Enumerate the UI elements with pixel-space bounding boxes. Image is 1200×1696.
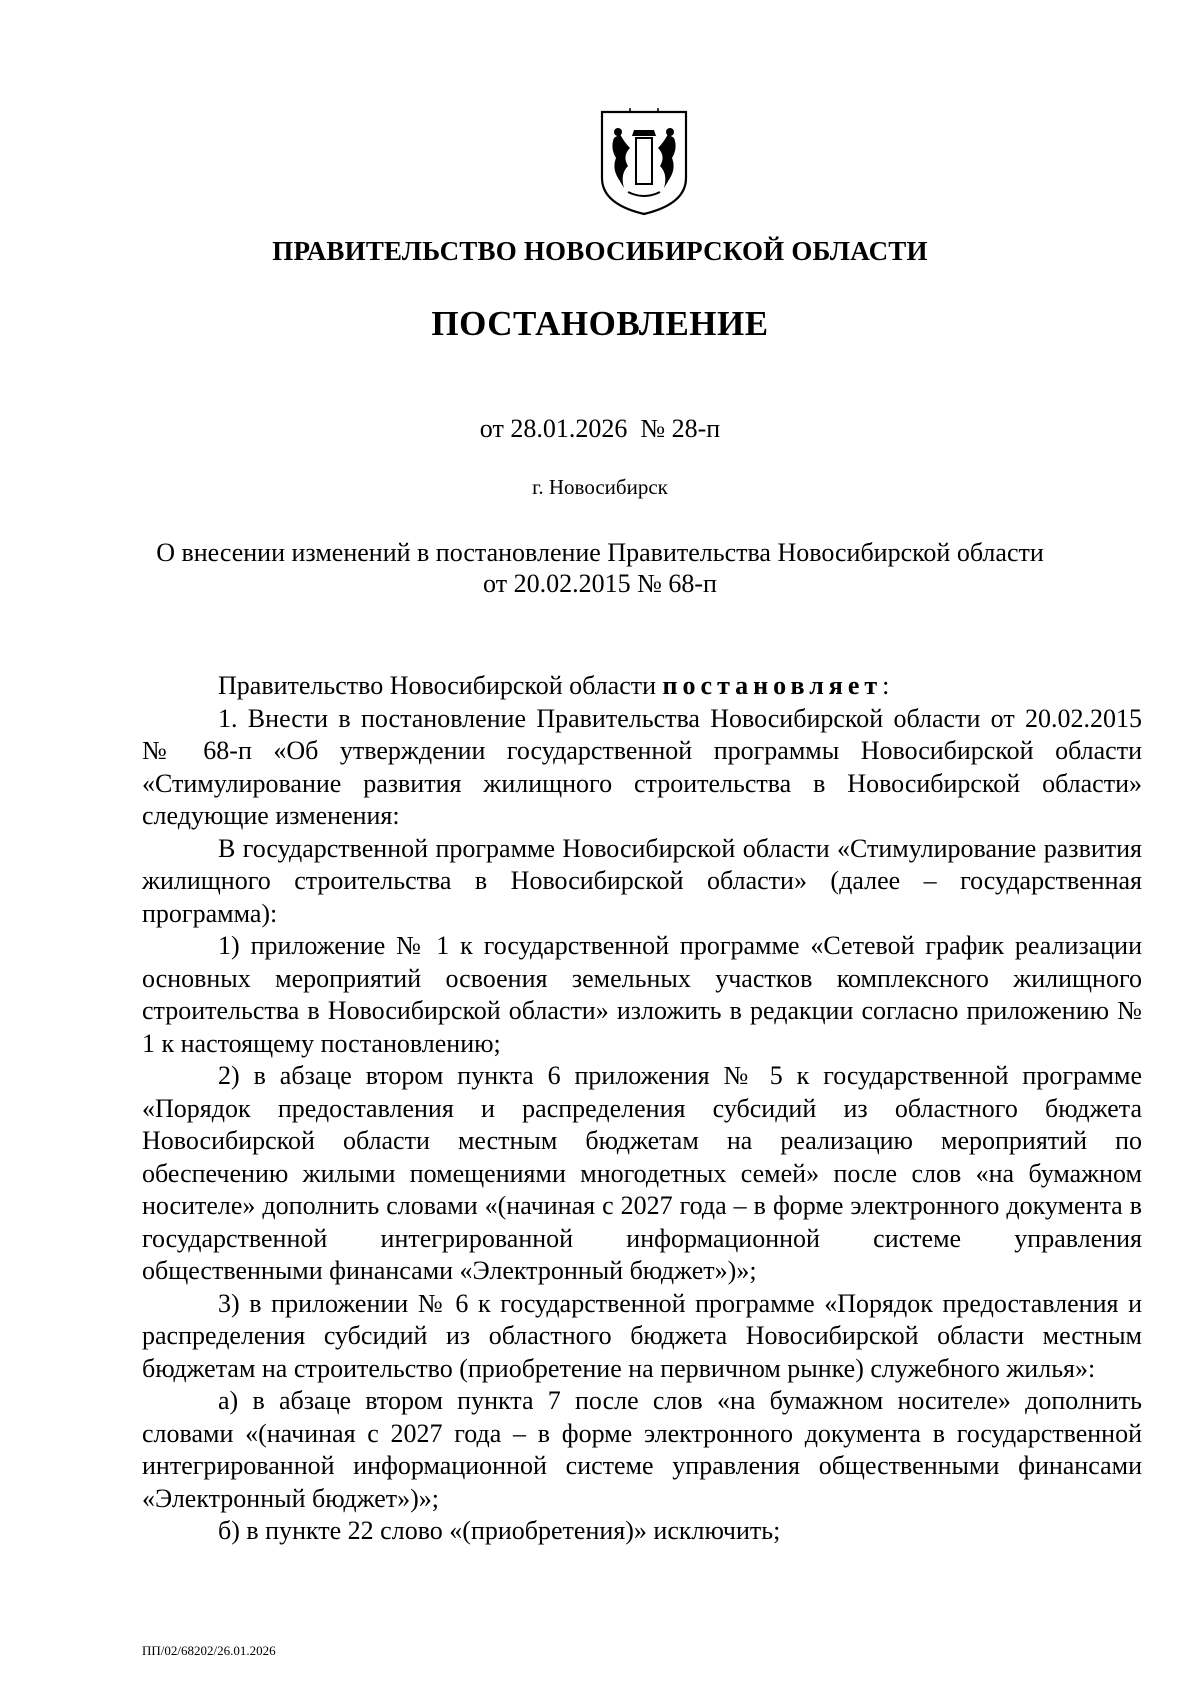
paragraph-2: В государственной программе Новосибирской области «Стимулирование развития жилищного строительства в Новосибирской области» (далее – государственная программа):	[142, 833, 1142, 928]
subject-line-2: от 20.02.2015 № 68-п	[483, 569, 717, 598]
date-and-number: от 28.01.2026 № 28-п	[479, 414, 721, 443]
document-body	[142, 670, 1142, 1548]
coat-of-arms-icon	[598, 108, 690, 218]
paragraph-6: а) в абзаце втором пункта 7 после слов «на бумажном носителе» дополнить словами «(начиная с 2027 года – в форме электронного документа в государственной интегрированной информационной системе управления общественными финансами «Электронный бюджет»)»;	[142, 1386, 1142, 1513]
subject-line-1: О внесении изменений в постановление Правительства Новосибирской области	[156, 538, 1044, 567]
organization-title: ПРАВИТЕЛЬСТВО НОВОСИБИРСКОЙ ОБЛАСТИ	[272, 236, 928, 266]
preamble-verb: постановляет	[662, 671, 883, 700]
paragraph-7: б) в пункте 22 слово «(приобретения)» исключить;	[218, 1516, 781, 1545]
document-type-title: ПОСТАНОВЛЕНИЕ	[431, 304, 769, 343]
preamble-start: Правительство Новосибирской области	[218, 671, 657, 700]
paragraph-4: 2) в абзаце втором пункта 6 приложения № 5 к государственной программе «Порядок предоставления и распределения субсидий из областного бюджета Новосибирской области местным бюджетам на реализацию мероприятий по обеспечению жилыми помещениями многодетных семей» после слов «на бумажном носителе» дополнить словами «(начиная с 2027 года – в форме электронного документа в государственной интегрированной информационной системе управления общественными финансами «Электронный бюджет»)»;	[142, 1061, 1142, 1285]
paragraph-3: 1) приложение № 1 к государственной программе «Сетевой график реализации основных мероприятий освоения земельных участков комплексного жилищного строительства в Новосибирской области» изложить в редакции согласно приложению № 1 к настоящему постановлению;	[142, 931, 1142, 1058]
city-name: г. Новосибирск	[532, 475, 668, 499]
document-subject	[140, 537, 1060, 599]
preamble-paragraph	[142, 670, 1142, 703]
paragraph-5: 3) в приложении № 6 к государственной программе «Порядок предоставления и распределения субсидий из областного бюджета Новосибирской области местным бюджетам на строительство (приобретение на первичном рынке) служебного жилья»:	[142, 1288, 1142, 1383]
document-code: ПП/02/68202/26.01.2026	[142, 1643, 276, 1658]
preamble-end: :	[882, 671, 890, 700]
paragraph-1: 1. Внести в постановление Правительства Новосибирской области от 20.02.2015 № 68-п «Об утверждении государственной программы Новосибирской области «Стимулирование развития жилищного строительства в Новосибирской области» следующие изменения:	[142, 703, 1142, 830]
